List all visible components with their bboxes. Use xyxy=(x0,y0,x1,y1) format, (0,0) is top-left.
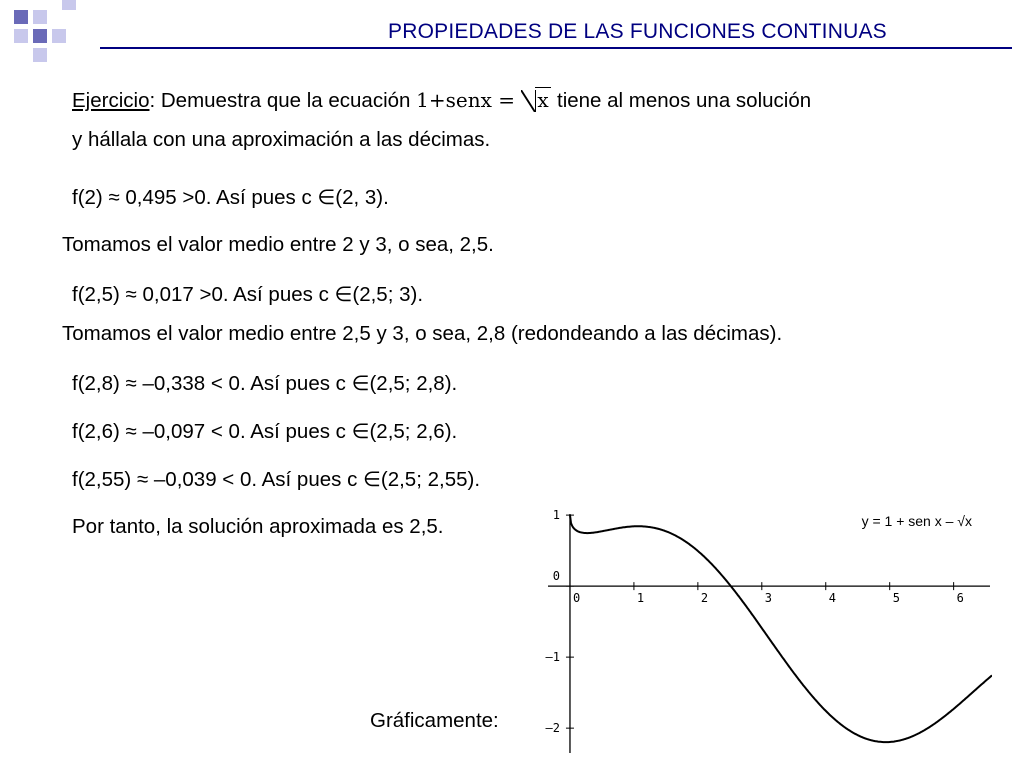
exercise-statement xyxy=(72,88,811,113)
plot-svg xyxy=(538,508,992,753)
exercise-line-2: y hállala con una aproximación a las décimas. xyxy=(72,128,491,151)
x-tick-label: 2 xyxy=(700,591,709,606)
step-4: Tomamos el valor medio entre 2,5 y 3, o sea, 2,8 (redondeando a las décimas). xyxy=(62,322,783,345)
y-tick-label: –2 xyxy=(545,721,560,736)
equation-radicand: x xyxy=(537,88,549,112)
exercise-colon: : xyxy=(149,89,156,112)
step-5: f(2,8) ≈ –0,338 < 0. Así pues c ∈(2,5; 2,8). xyxy=(72,372,458,395)
slide-title: PROPIEDADES DE LAS FUNCIONES CONTINUAS xyxy=(388,20,887,43)
step-1: f(2) ≈ 0,495 >0. Así pues c ∈(2, 3). xyxy=(72,186,389,209)
exercise-intro: Demuestra que la ecuación xyxy=(155,89,417,112)
equation xyxy=(416,88,557,112)
sqrt-symbol xyxy=(521,88,550,112)
x-tick-label: 3 xyxy=(764,591,773,606)
x-tick-label: 5 xyxy=(892,591,900,606)
function-curve xyxy=(570,515,992,742)
equation-left: 1+senx = xyxy=(416,88,522,112)
y-tick-label: 0 xyxy=(552,569,560,584)
exercise-label: Ejercicio xyxy=(72,89,150,112)
function-plot xyxy=(538,508,992,753)
y-tick-label: 1 xyxy=(552,508,560,523)
step-8-conclusion: Por tanto, la solución aproximada es 2,5. xyxy=(72,515,444,538)
step-6: f(2,6) ≈ –0,097 < 0. Así pues c ∈(2,5; 2,6). xyxy=(72,420,458,443)
x-tick-label: 4 xyxy=(828,591,836,606)
graph-caption: Gráficamente: xyxy=(370,709,499,732)
x-tick-label: 0 xyxy=(572,591,581,606)
step-2: Tomamos el valor medio entre 2 y 3, o sea, 2,5. xyxy=(62,233,494,256)
step-3: f(2,5) ≈ 0,017 >0. Así pues c ∈(2,5; 3). xyxy=(72,283,424,306)
y-tick-label: –1 xyxy=(545,650,560,665)
x-tick-label: 1 xyxy=(636,591,645,606)
title-underline xyxy=(100,47,1012,49)
plot-legend: y = 1 + sen x – √x xyxy=(861,513,972,529)
x-tick-label: 6 xyxy=(956,591,964,606)
exercise-intro-end: tiene al menos una solución xyxy=(557,89,812,112)
step-7: f(2,55) ≈ –0,039 < 0. Así pues c ∈(2,5; 2,55). xyxy=(72,468,481,491)
